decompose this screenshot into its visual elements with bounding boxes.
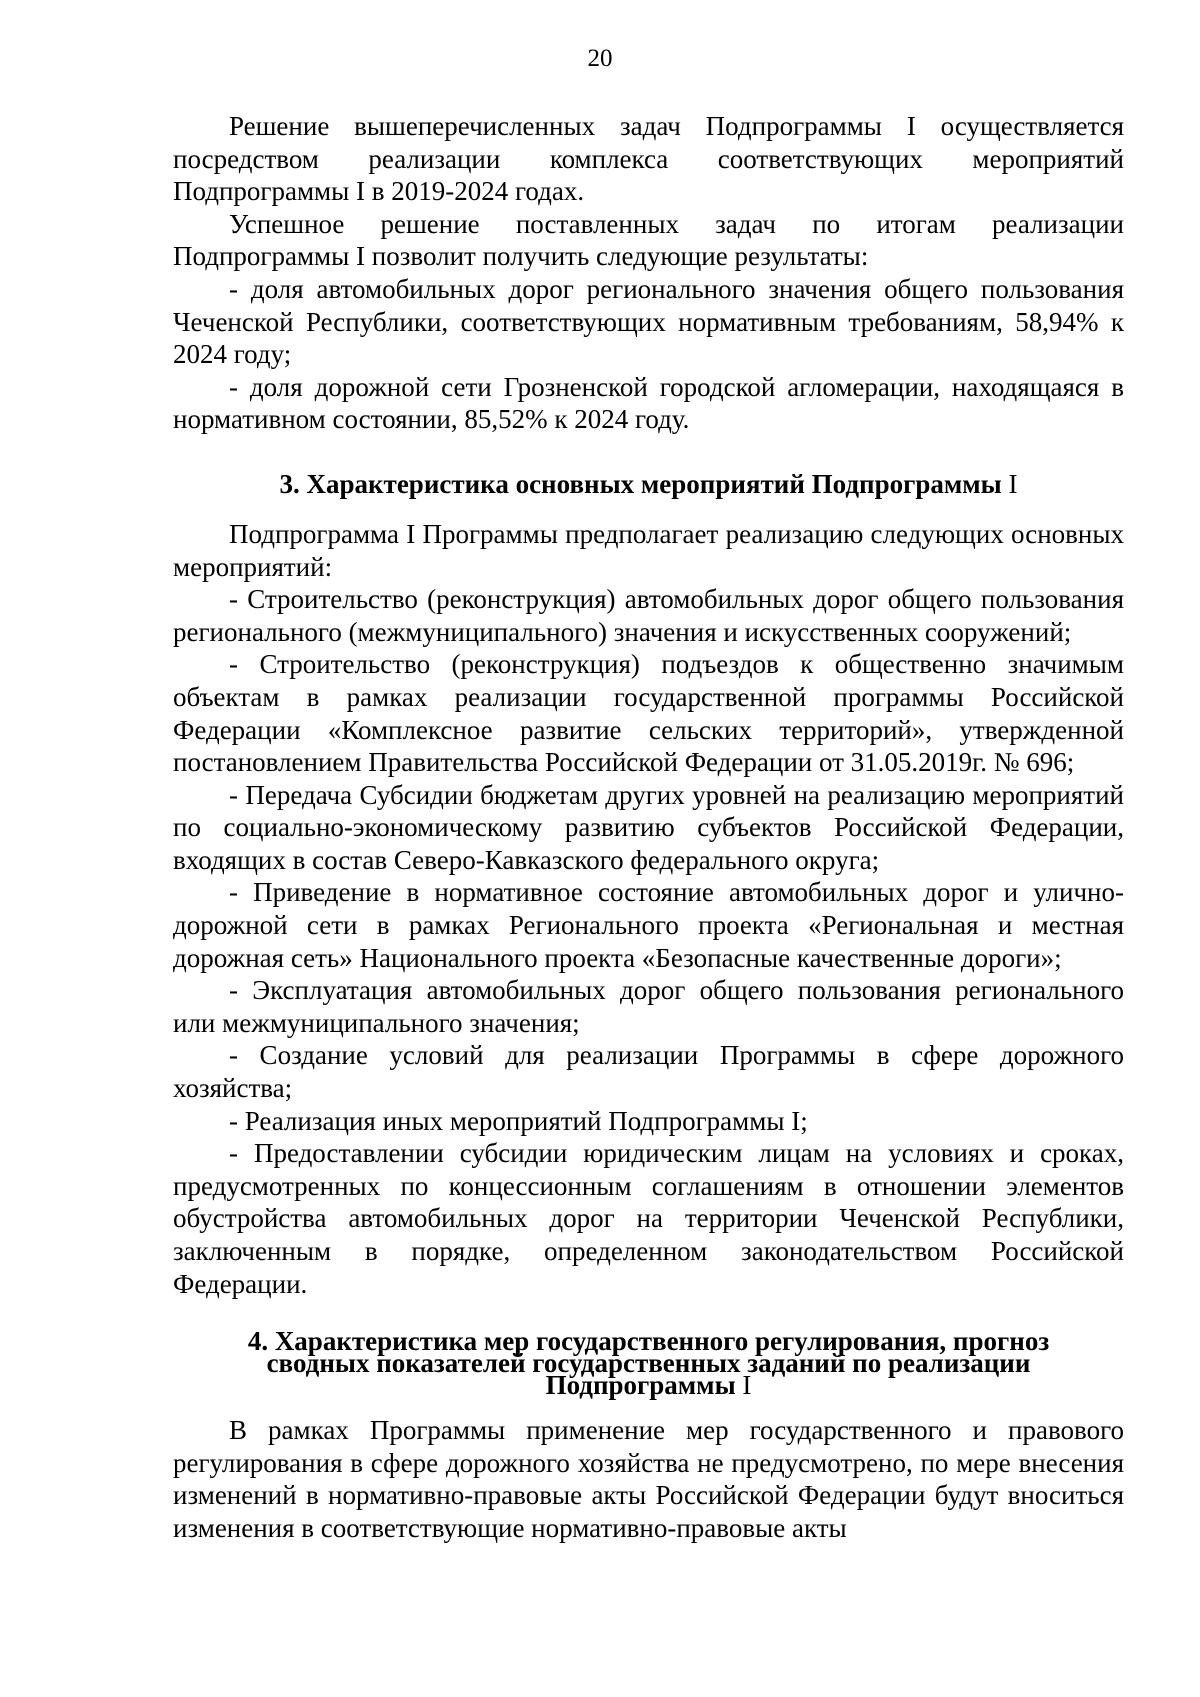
- section-3-measure-6: - Создание условий для реализации Программы в сфере дорожного хозяйства;: [173, 1040, 1124, 1104]
- document-body: [173, 110, 1124, 1545]
- section-3-measure-8: - Предоставлении субсидии юридическим лицам на условиях и сроках, предусмотренных по концессионным соглашениям в отношении элементов обустройства автомобильных дорог на территории Чеченской Республики, заключенным в порядке, определенном законодательством Российской Федерации.: [173, 1138, 1124, 1299]
- section-4-heading-line-2: сводных показателей государственных заданий по реализации: [266, 1348, 1031, 1379]
- section-3-measure-2: - Строительство (реконструкция) подъездов к общественно значимым объектам в рамках реализации государственной программы Российской Федерации «Комплексное развитие сельских территорий», утвержденной постановлением Правительства Российской Федерации от 31.05.2019г. № 696;: [173, 649, 1124, 778]
- intro-result-item-2: - доля дорожной сети Грозненской городской агломерации, находящаяся в нормативном состоянии, 85,52% к 2024 году.: [173, 371, 1124, 435]
- intro-paragraph-2: Успешное решение поставленных задач по итогам реализации Подпрограммы I позволит получить следующие результаты:: [173, 208, 1124, 272]
- section-3-paragraph-1: Подпрограмма I Программы предполагает реализацию следующих основных мероприятий:: [173, 518, 1124, 582]
- page-number: 20: [587, 45, 613, 72]
- section-4-heading: [173, 1326, 1124, 1401]
- section-3-measure-4: - Приведение в нормативное состояние автомобильных дорог и улично-дорожной сети в рамках Регионального проекта «Региональная и местная дорожная сеть» Национального проекта «Безопасные качественные дороги»;: [173, 877, 1124, 973]
- section-3-heading-text: 3. Характеристика основных мероприятий Подпрограммы: [279, 468, 1002, 499]
- section-4-paragraph-1: В рамках Программы применение мер государственного и правового регулирования в сфере дорожного хозяйства не предусмотрено, по мере внесения изменений в нормативно-правовые акты Российской Федерации будут вноситься изменения в соответствующие нормативно-правовые акты: [173, 1415, 1124, 1543]
- section-4-heading-line-3: Подпрограммы: [545, 1370, 736, 1401]
- section-4-heading-numeral: I: [742, 1370, 752, 1401]
- section-4-heading-line-1: 4. Характеристика мер государственного регулирования, прогноз: [247, 1326, 1050, 1357]
- section-3-heading: [173, 468, 1124, 500]
- intro-paragraph-1: Решение вышеперечисленных задач Подпрограммы I осуществляется посредством реализации комплекса соответствующих мероприятий Подпрограммы I в 2019-2024 годах.: [173, 111, 1124, 207]
- section-3-measure-7: - Реализация иных мероприятий Подпрограммы I;: [229, 1105, 808, 1136]
- section-3-measure-1: - Строительство (реконструкция) автомобильных дорог общего пользования регионального (межмуниципального) значения и искусственных сооружений;: [173, 584, 1124, 647]
- section-3-measure-3: - Передача Субсидии бюджетам других уровней на реализацию мероприятий по социально-экономическому развитию субъектов Российской Федерации, входящих в состав Северо-Кавказского федерального округа;: [173, 779, 1124, 875]
- section-3-heading-numeral: I: [1008, 468, 1018, 499]
- section-3-measure-5: - Эксплуатация автомобильных дорог общего пользования регионального или межмуниципального значения;: [173, 975, 1124, 1038]
- intro-result-item-1: - доля автомобильных дорог регионального значения общего пользования Чеченской Республики, соответствующих нормативным требованиям, 58,94% к 2024 году;: [173, 273, 1124, 370]
